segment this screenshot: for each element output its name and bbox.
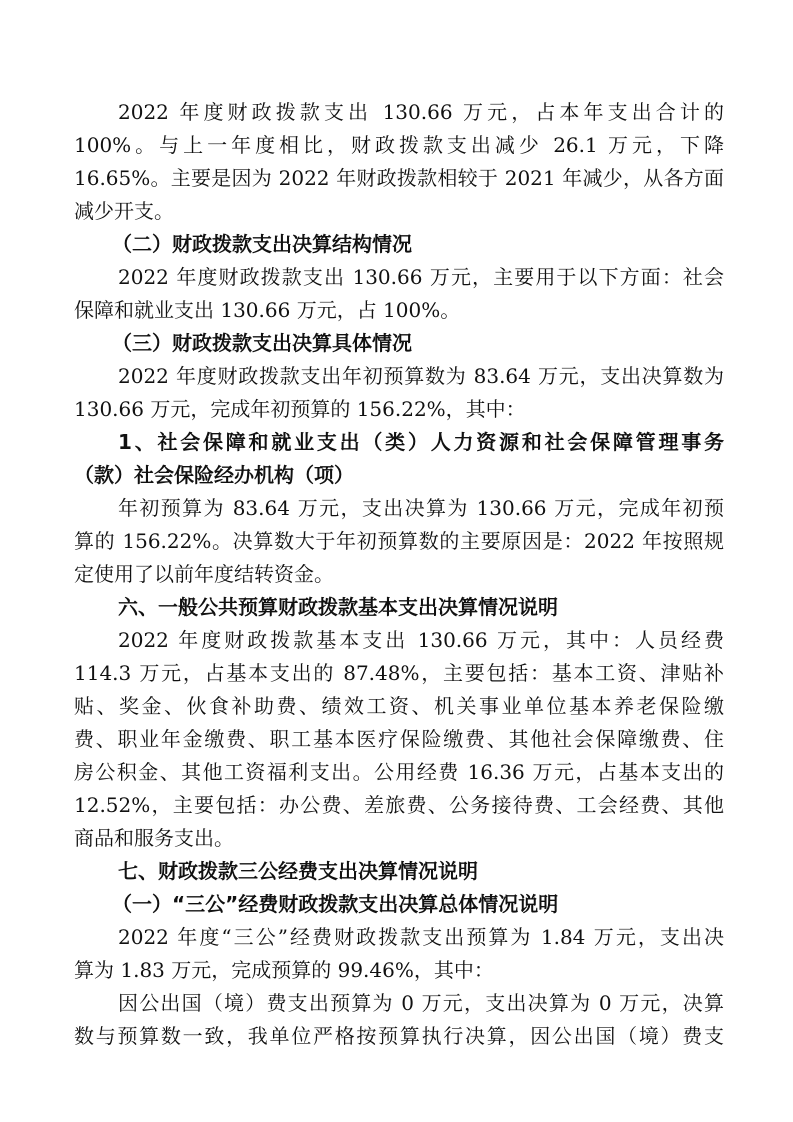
- paragraph-line: 定使用了以前年度结转资金。: [74, 562, 334, 586]
- paragraph-line: 2022 年度财政拨款支出 130.66 万元，占本年支出合计的: [118, 100, 724, 124]
- paragraph-line: 114.3 万元，占基本支出的 87.48%，主要包括：基本工资、津贴补: [74, 661, 724, 685]
- paragraph-line: 商品和服务支出。: [74, 826, 234, 850]
- paragraph-line: 100%。与上一年度相比，财政拨款支出减少 26.1 万元，下降: [74, 133, 724, 157]
- section-heading: （二）财政拨款支出决算结构情况: [112, 232, 412, 256]
- paragraph-line: 房公积金、其他工资福利支出。公用经费 16.36 万元，占基本支出的: [74, 760, 724, 784]
- paragraph-line: 2022 年度财政拨款支出 130.66 万元，主要用于以下方面：社会: [118, 265, 724, 289]
- paragraph-line: 数与预算数一致，我单位严格按预算执行决算，因公出国（境）费支: [74, 1024, 724, 1048]
- paragraph-line: 保障和就业支出 130.66 万元，占 100%。: [74, 298, 461, 322]
- paragraph-line: 算为 1.83 万元，完成预算的 99.46%，其中：: [74, 958, 494, 982]
- paragraph-line: 因公出国（境）费支出预算为 0 万元，支出决算为 0 万元，决算: [118, 991, 724, 1015]
- paragraph-line: 费、职业年金缴费、职工基本医疗保险缴费、其他社会保障缴费、住: [74, 727, 724, 751]
- section-heading: 1、社会保障和就业支出（类）人力资源和社会保障管理事务: [118, 430, 724, 454]
- paragraph-line: 130.66 万元，完成年初预算的 156.22%，其中：: [74, 397, 526, 421]
- paragraph-line: 年初预算为 83.64 万元，支出决算为 130.66 万元，完成年初预: [118, 496, 724, 520]
- paragraph-line: 贴、奖金、伙食补助费、绩效工资、机关事业单位基本养老保险缴: [74, 694, 724, 718]
- paragraph-line: 2022 年度财政拨款支出年初预算数为 83.64 万元，支出决算数为: [118, 364, 724, 388]
- section-heading: （三）财政拨款支出决算具体情况: [112, 331, 412, 355]
- paragraph-line: 16.65%。主要是因为 2022 年财政拨款相较于 2021 年减少，从各方面: [74, 166, 724, 190]
- section-heading: 六、一般公共预算财政拨款基本支出决算情况说明: [118, 595, 558, 619]
- paragraph-line: 算的 156.22%。决算数大于年初预算数的主要原因是：2022 年按照规: [74, 529, 724, 553]
- paragraph-line: 2022 年度“三公”经费财政拨款支出预算为 1.84 万元，支出决: [118, 925, 724, 949]
- section-heading: 七、财政拨款三公经费支出决算情况说明: [118, 859, 478, 883]
- paragraph-line: 12.52%，主要包括：办公费、差旅费、公务接待费、工会经费、其他: [74, 793, 724, 817]
- section-heading: （款）社会保险经办机构（项）: [74, 463, 354, 487]
- paragraph-line: 减少开支。: [74, 199, 174, 223]
- section-heading: （一）“三公”经费财政拨款支出决算总体情况说明: [112, 892, 559, 916]
- paragraph-line: 2022 年度财政拨款基本支出 130.66 万元，其中：人员经费: [118, 628, 724, 652]
